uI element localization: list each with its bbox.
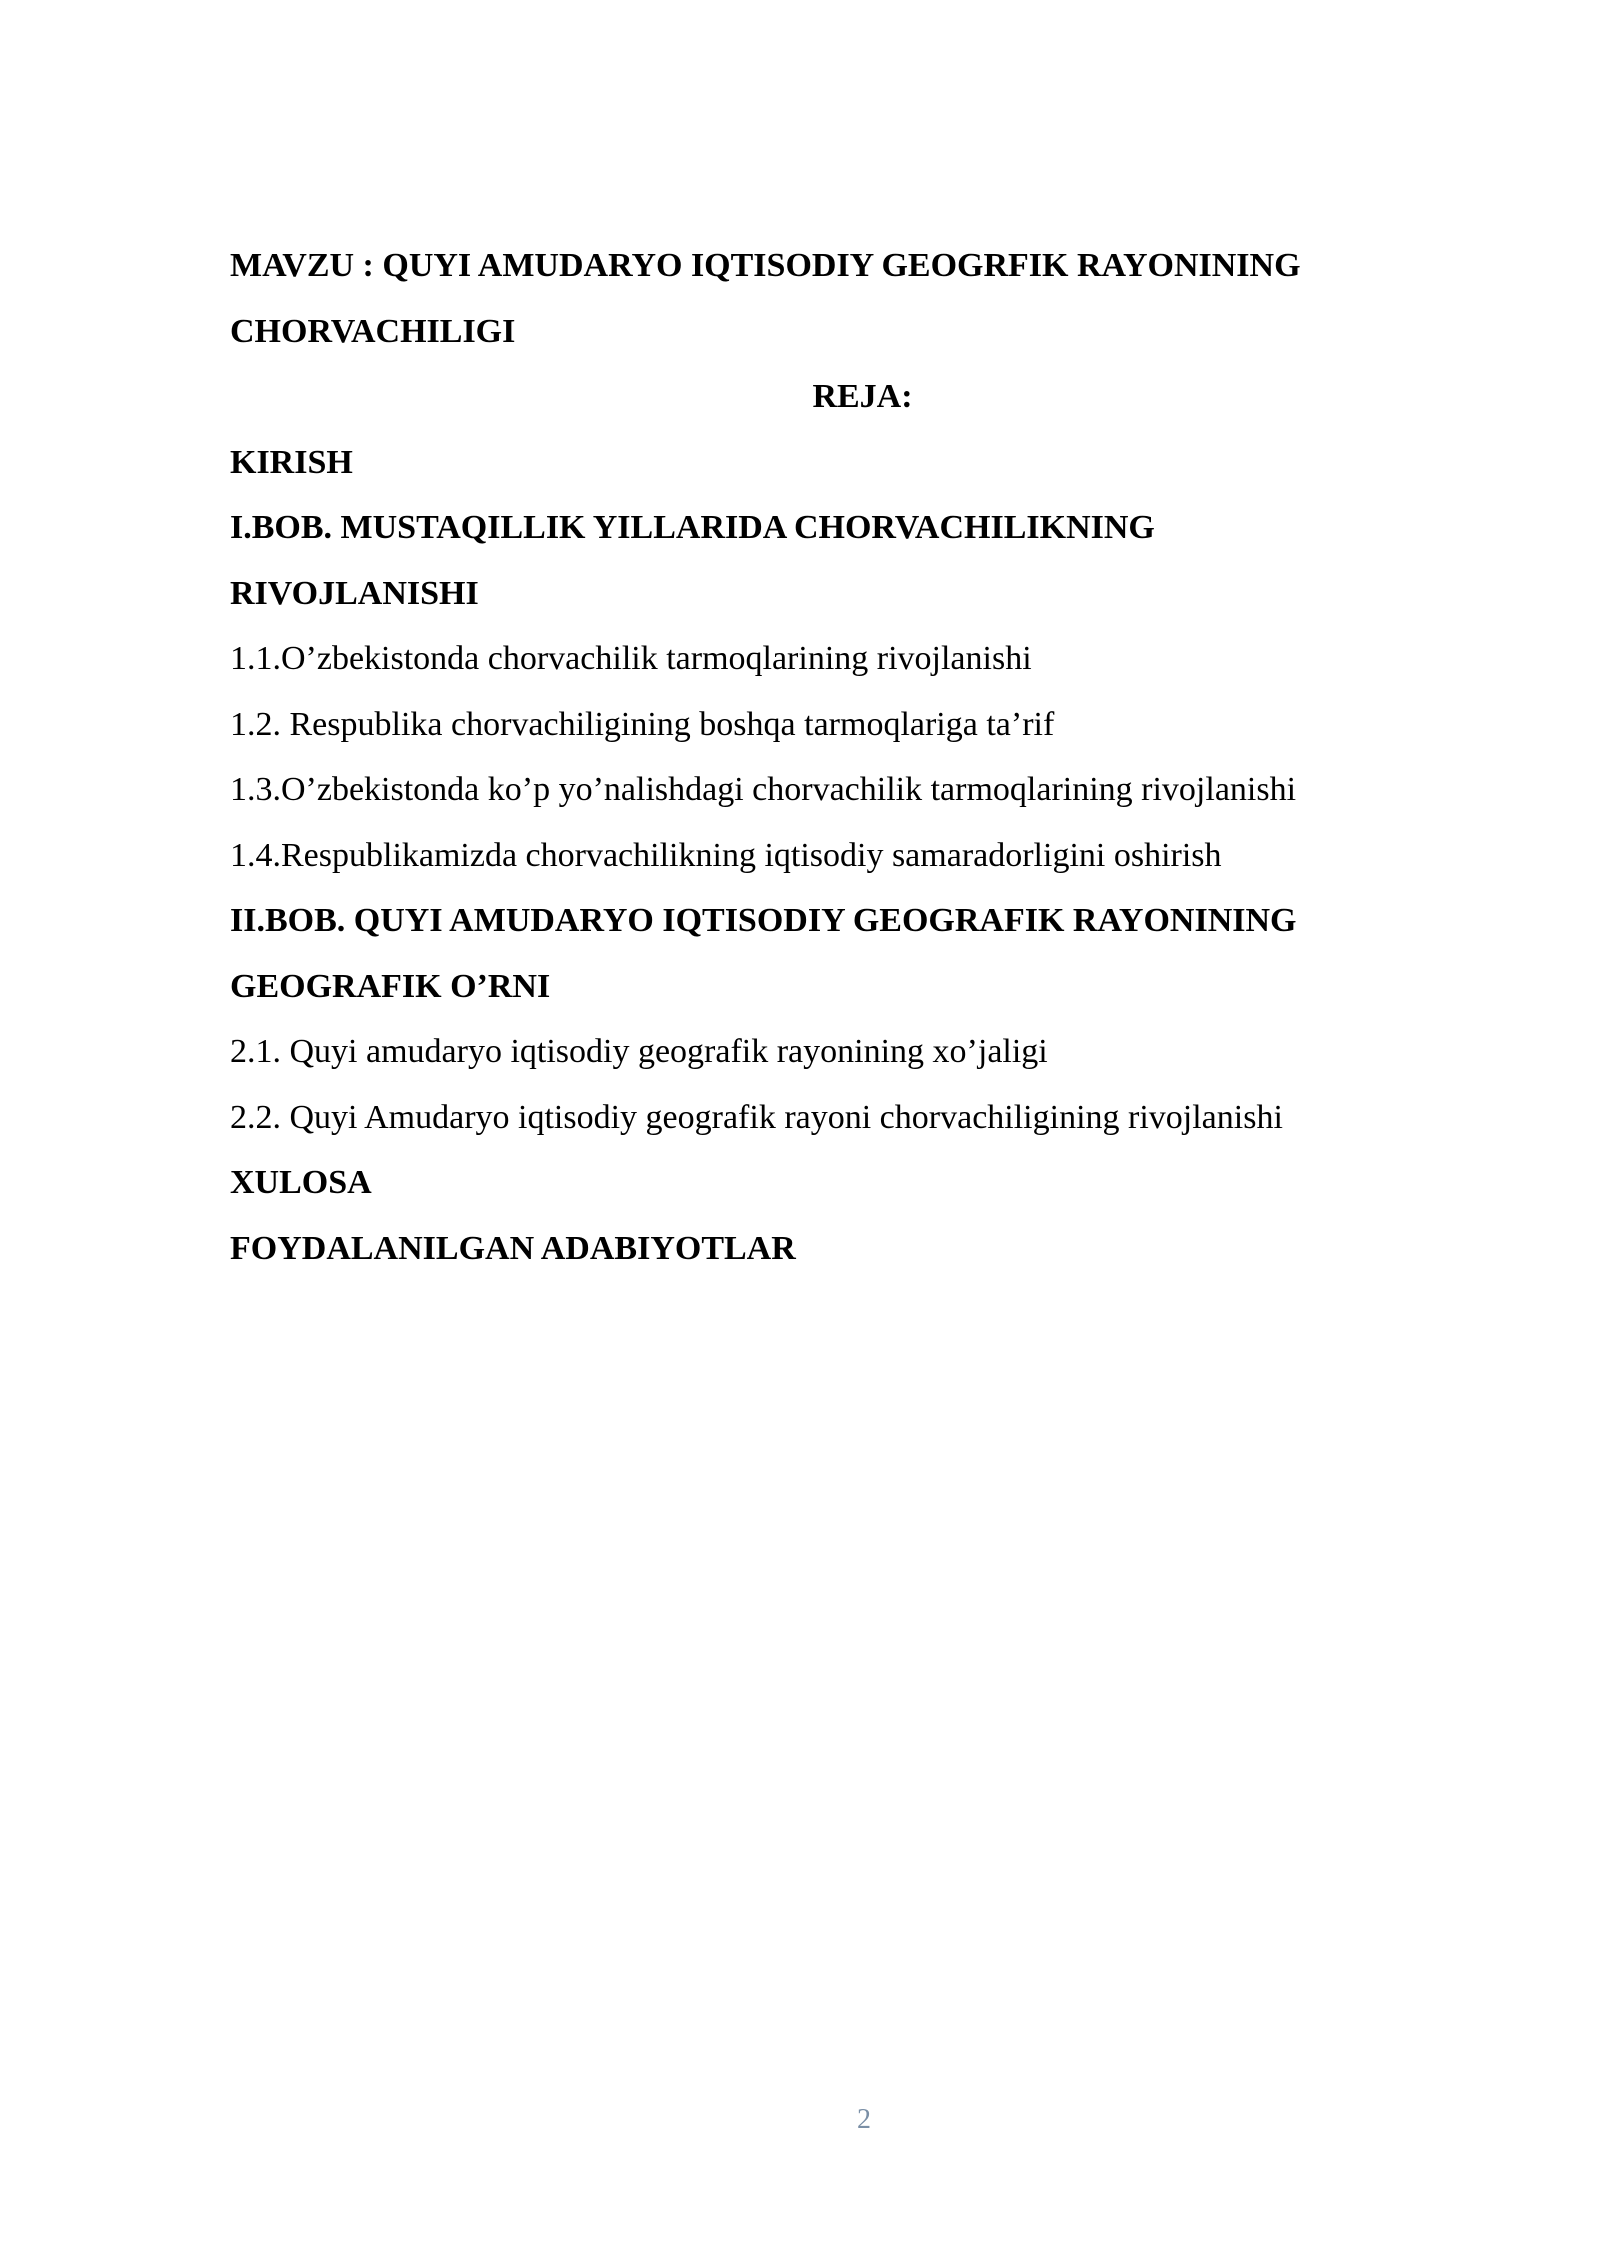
plan-heading: REJA: bbox=[812, 378, 913, 415]
page-number: 2 bbox=[857, 2104, 871, 2135]
section-1-3: 1.3.O’zbekistonda ko’p yo’nalishdagi chorvachilik tarmoqlarining rivojlanishi bbox=[230, 771, 1297, 808]
introduction-entry: KIRISH bbox=[230, 443, 353, 481]
section-1-1: 1.1.O’zbekistonda chorvachilik tarmoqlarining rivojlanishi bbox=[230, 640, 1032, 677]
references-entry: FOYDALANILGAN ADABIYOTLAR bbox=[230, 1229, 796, 1267]
section-1-2: 1.2. Respublika chorvachiligining boshqa tarmoqlariga ta’rif bbox=[230, 705, 1055, 743]
chapter-2-heading-line-1: II.BOB. QUYI AMUDARYO IQTISODIY GEOGRAFIK RAYONINING bbox=[230, 902, 1297, 939]
topic-title-line-1: MAVZU : QUYI AMUDARYO IQTISODIY GEOGRFIK RAYONINING bbox=[230, 247, 1301, 284]
chapter-2-heading-line-2: GEOGRAFIK O’RNI bbox=[230, 967, 551, 1005]
section-1-4: 1.4.Respublikamizda chorvachilikning iqtisodiy samaradorligini oshirish bbox=[230, 836, 1222, 874]
conclusion-entry: XULOSA bbox=[230, 1164, 372, 1201]
section-2-2: 2.2. Quyi Amudaryo iqtisodiy geografik rayoni chorvachiligining rivojlanishi bbox=[230, 1098, 1283, 1136]
section-2-1: 2.1. Quyi amudaryo iqtisodiy geografik rayonining xo’jaligi bbox=[230, 1033, 1048, 1070]
table-of-contents bbox=[230, 233, 1460, 1281]
chapter-1-heading-line-2: RIVOJLANISHI bbox=[230, 574, 479, 612]
topic-title-line-2: CHORVACHILIGI bbox=[230, 312, 516, 350]
chapter-1-heading-line-1: I.BOB. MUSTAQILLIK YILLARIDA CHORVACHILIKNING bbox=[230, 509, 1155, 546]
